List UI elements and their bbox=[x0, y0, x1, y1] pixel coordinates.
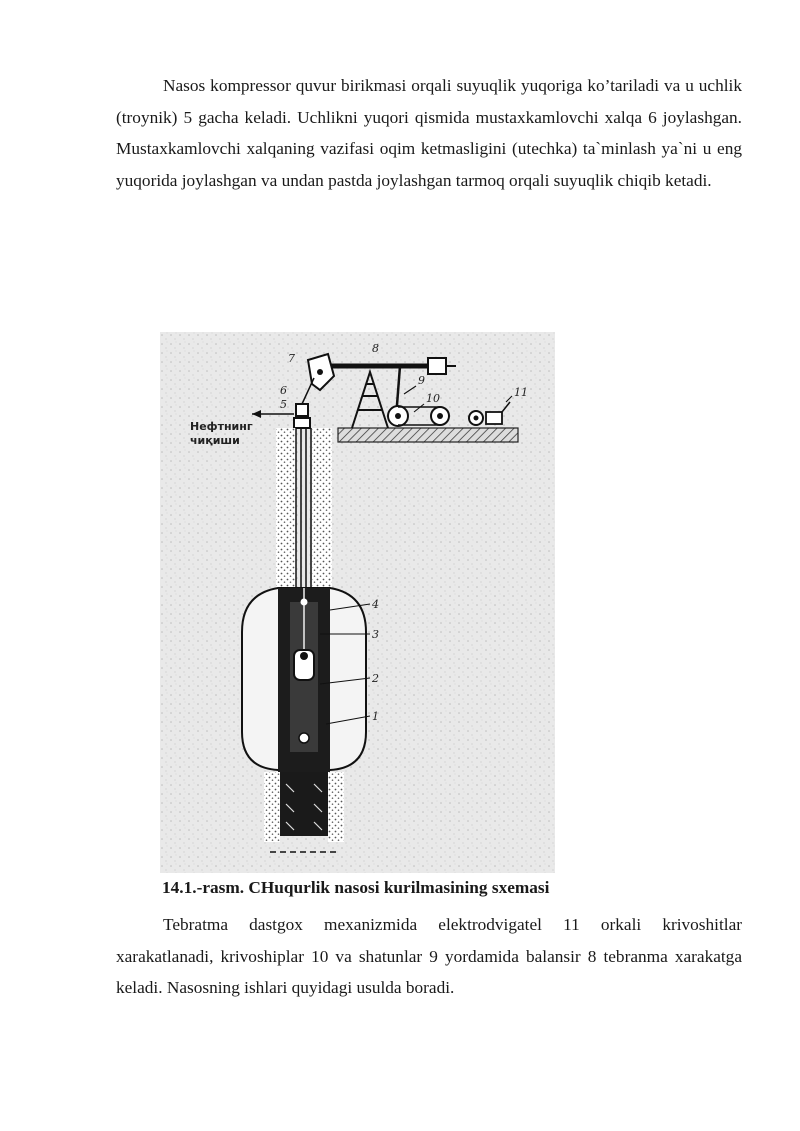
callout-5: 5 bbox=[280, 398, 287, 411]
callout-8: 8 bbox=[372, 342, 379, 355]
callout-3: 3 bbox=[372, 628, 379, 641]
body-paragraph-1: Nasos kompressor quvur birikmasi orqali suyuqlik yuqoriga ko’tariladi va u uchlik (troynik) 5 gacha keladi. Uchlikni yuqori qismida mustaxkamlovchi xalqa 6 joylashgan. Mustaxkamlovchi xalqaning vazifasi oqim ketmasligini (utechka) ta`minlash ya`ni u eng yuqorida joylashgan va undan pastda joylashgan tarmoq orqali suyuqlik chiqib ketadi. bbox=[116, 76, 742, 190]
soil-lower-left bbox=[264, 772, 280, 842]
callout-7: 7 bbox=[288, 352, 295, 365]
figure-caption: 14.1.-rasm. CHuqurlik nasosi kurilmasining sxemasi bbox=[162, 878, 550, 897]
soil-lower-right bbox=[328, 772, 344, 842]
callout-9: 9 bbox=[418, 374, 425, 387]
filter-section bbox=[280, 772, 328, 836]
pump-installation-figure bbox=[160, 332, 555, 873]
oil-outlet-label-line-1: Нефтнинг bbox=[190, 420, 253, 433]
callout-10: 10 bbox=[426, 392, 440, 405]
callout-2: 2 bbox=[372, 672, 379, 685]
oil-outlet-label-line-2: чиқиши bbox=[190, 434, 240, 447]
travelling-valve bbox=[300, 652, 308, 660]
body-paragraph-2: Tebratma dastgox mexanizmida elektrodvigatel 11 orkali krivoshitlar xarakatlanadi, krivoshiplar 10 va shatunlar 9 yordamida balansir 8 tebranma xarakatga keladi. Nasosning ishlari quyidagi usulda boradi. bbox=[116, 915, 742, 997]
soil-left bbox=[276, 428, 296, 588]
callout-1: 1 bbox=[372, 710, 379, 723]
standing-valve bbox=[299, 733, 309, 743]
callout-6: 6 bbox=[280, 384, 287, 397]
callout-11: 11 bbox=[514, 386, 528, 399]
callout-4: 4 bbox=[372, 598, 379, 611]
ground-platform bbox=[338, 428, 518, 442]
soil-right bbox=[312, 428, 332, 588]
